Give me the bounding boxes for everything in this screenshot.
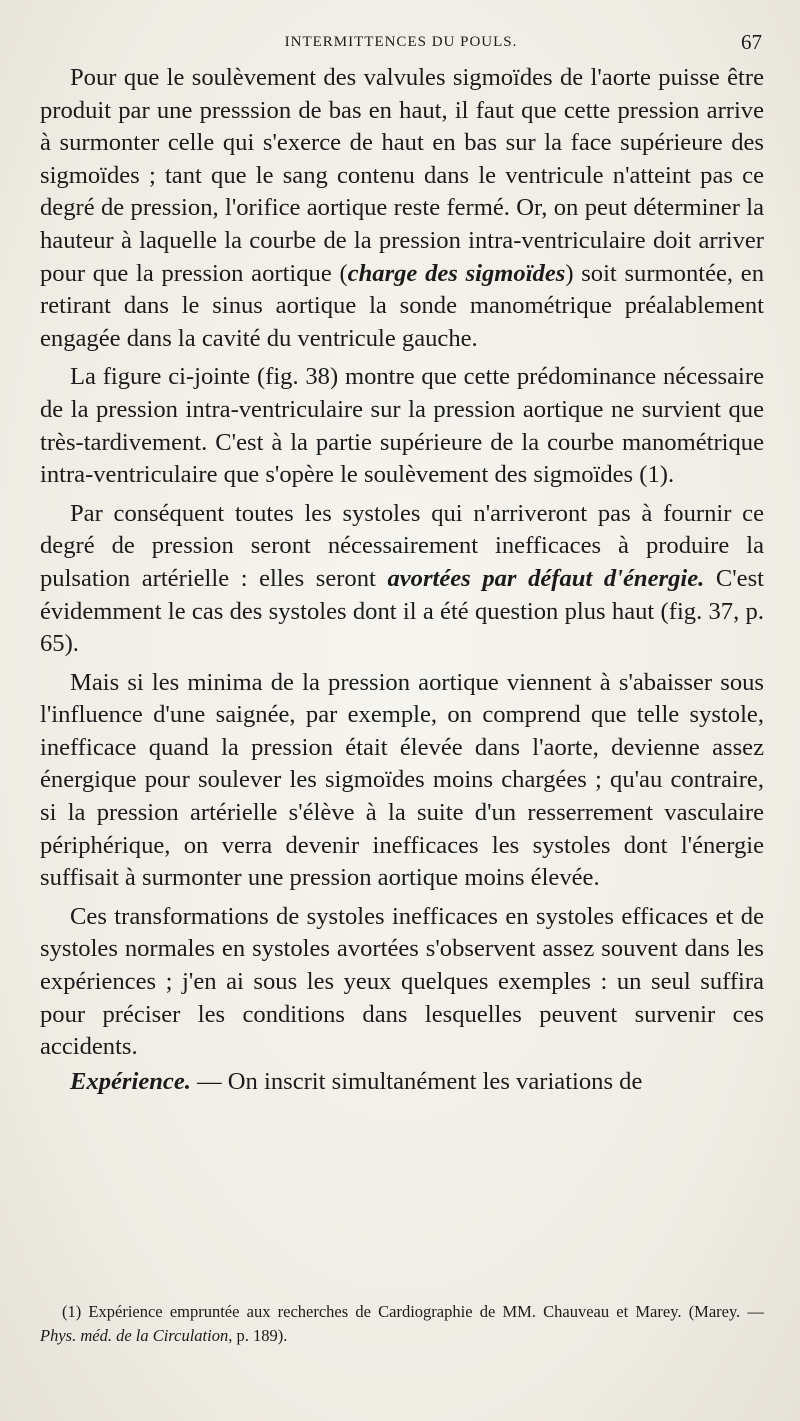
paragraph xyxy=(40,361,764,491)
paragraph-text: ) soit surmontée, en retirant dans le sinus aortique la sonde manométrique préalablement engagée dans la cavité du ventricule gauche. xyxy=(40,259,764,352)
footnote-text-part: , p. 189). xyxy=(228,1326,288,1345)
paragraph-text: Pour que le soulèvement des valvules sigmoïdes de l'aorte puisse être produit par une presssion de bas en haut, il faut que cette pression arrive à surmonter celle qui s'exerce de haut en bas sur la face supérieure des sigmoïdes ; tant que le sang contenu dans le ventricule n'atteint pas ce degré de pression, l'orifice aortique reste fermé. Or, on peut déterminer la hauteur à laquelle la courbe de la pression intra-ventriculaire doit arriver pour que la pression aortique ( xyxy=(40,64,764,287)
footnote-text-part: (1) Expérience empruntée aux recherches de Cardiographie de MM. Chauveau et Marey. (Marey. — xyxy=(62,1302,764,1321)
running-title: INTERMITTENCES DU POULS. xyxy=(284,34,518,50)
italic-term: charge des sigmoïdes xyxy=(347,259,566,287)
footnote xyxy=(40,1300,764,1348)
paragraph-text: C'est évidemment le cas des systoles dont il a été question plus haut (fig. 37, p. 65). xyxy=(40,564,764,658)
footnote-text xyxy=(40,1300,764,1348)
italic-term: avortées par défaut d'énergie. xyxy=(387,564,705,592)
body-text xyxy=(40,62,764,1098)
page-number: 67 xyxy=(741,30,762,54)
paragraph-text: Ces transformations de systoles inefficaces en systoles efficaces et de systoles normales en systoles avortées s'observent assez souvent dans les expériences ; j'en ai sous les yeux quelques exemples : un seul suffira pour préciser les conditions dans lesquelles peuvent survenir ces accidents. xyxy=(40,902,764,1061)
paragraph xyxy=(40,498,764,661)
paragraph xyxy=(40,667,764,895)
paragraph-text: — On inscrit simultanément les variations de xyxy=(190,1067,643,1095)
italic-term: Expérience. xyxy=(70,1067,191,1095)
paragraph xyxy=(40,901,764,1064)
paragraph xyxy=(40,1066,764,1099)
paragraph xyxy=(40,62,764,355)
paragraph-text: La figure ci-jointe (fig. 38) montre que cette prédominance nécessaire de la pression intra-ventriculaire sur la pression aortique ne survient que très-tardivement. C'est à la partie supérieure de la courbe manométrique intra-ventriculaire que s'opère le soulèvement des sigmoïdes (1). xyxy=(40,363,764,489)
paragraph-text: Mais si les minima de la pression aortique viennent à s'abaisser sous l'influence d'une saignée, par exemple, on comprend que telle systole, inefficace quand la pression était élevée dans l'aorte, devienne assez énergique pour soulever les sigmoïdes moins chargées ; qu'au contraire, si la pression artérielle s'élève à la suite d'un resserrement vasculaire périphérique, on verra devenir inefficaces les systoles dont l'énergie suffisait à surmonter une pression aortique moins élevée. xyxy=(40,668,764,892)
footnote-italic: Phys. méd. de la Circulation xyxy=(40,1326,229,1345)
running-head xyxy=(40,30,762,56)
paragraph-text: Par conséquent toutes les systoles qui n'arriveront pas à fournir ce degré de pression seront nécessairement inefficaces à produire la pulsation artérielle : elles seront xyxy=(40,499,764,592)
